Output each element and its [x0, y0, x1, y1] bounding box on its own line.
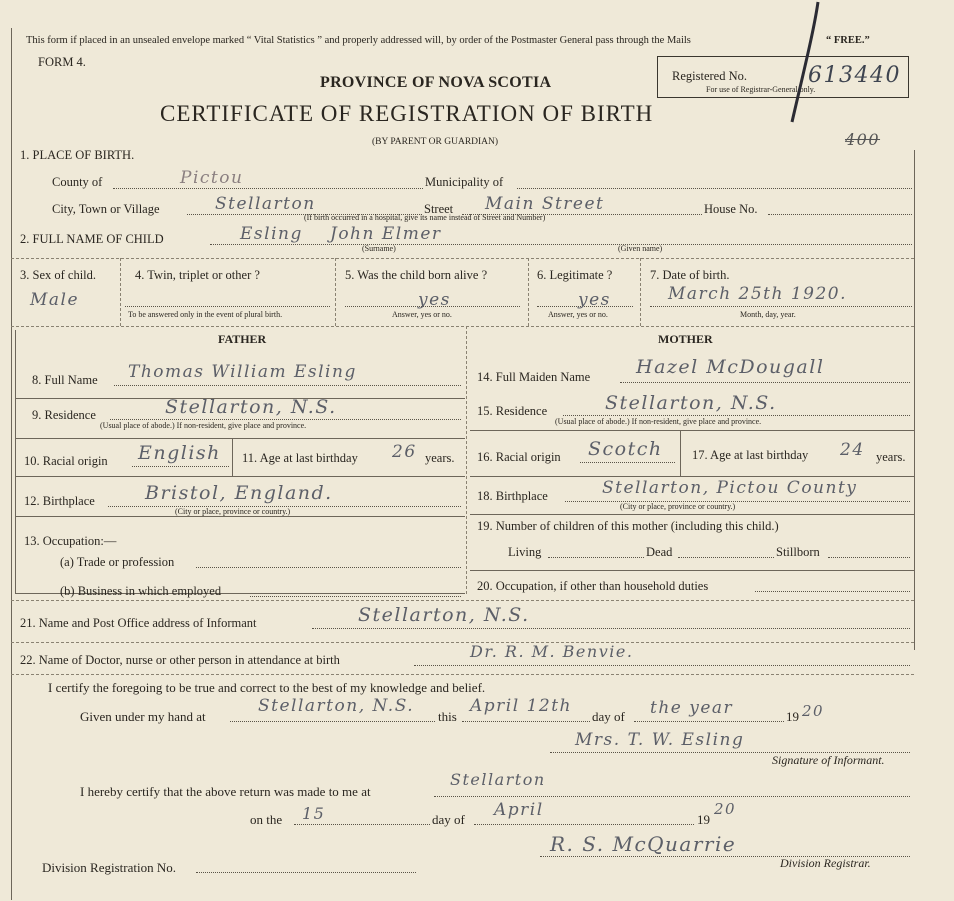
county-label: County of — [52, 175, 103, 189]
mother-residence-label: 15. Residence — [477, 404, 548, 418]
informant-address-label: 21. Name and Post Office address of Informant — [20, 616, 257, 630]
mother-residence-note: (Usual place of abode.) If non-resident, give place and province. — [555, 417, 762, 426]
left-border — [11, 28, 12, 900]
dob-value: March 25th 1920. — [668, 284, 848, 304]
father-heading: FATHER — [218, 332, 267, 346]
mother-residence-value: Stellarton, N.S. — [605, 392, 777, 414]
mother-name-label: 14. Full Maiden Name — [477, 370, 591, 384]
mother-years: years. — [876, 450, 906, 464]
division-number-label: Division Registration No. — [42, 860, 176, 875]
on-the-label: on the — [250, 812, 283, 827]
division-registrar-caption: Division Registrar. — [780, 856, 871, 870]
postal-note: This form if placed in an unsealed envelope marked “ Vital Statistics ” and properly addressed will, by order of the Postmaster General pass through the Mails — [26, 35, 691, 46]
legitimate-note: Answer, yes or no. — [548, 310, 608, 319]
informant-day-of-label: day of — [592, 709, 625, 724]
registered-label: Registered No. — [672, 69, 747, 83]
father-residence-note: (Usual place of abode.) If non-resident, give place and province. — [100, 421, 307, 430]
informant-certify-text: I certify the foregoing to be true and correct to the best of my knowledge and belief. — [48, 680, 486, 695]
sex-label: 3. Sex of child. — [20, 268, 97, 282]
mother-children-label: 19. Number of children of this mother (including this child.) — [477, 519, 779, 533]
corner-number: 400 — [845, 130, 881, 149]
father-name-value: Thomas William Esling — [128, 362, 357, 382]
registrar-use-note: For use of Registrar-General only. — [706, 85, 816, 94]
province-heading: PROVINCE OF NOVA SCOTIA — [320, 74, 552, 91]
informant-signature-caption: Signature of Informant. — [772, 753, 885, 767]
mother-occupation-label: 20. Occupation, if other than household duties — [477, 579, 709, 593]
father-birthplace-label: 12. Birthplace — [24, 494, 95, 508]
house-label: House No. — [704, 202, 758, 216]
stillborn-label: Stillborn — [776, 545, 820, 559]
registrar-year-handwritten: 20 — [714, 800, 737, 818]
city-label: City, Town or Village — [52, 202, 160, 216]
mother-age-value: 24 — [840, 440, 865, 460]
informant-signature: Mrs. T. W. Esling — [575, 730, 745, 750]
father-trade-label: (a) Trade or profession — [60, 555, 175, 569]
mother-heading: MOTHER — [658, 332, 713, 346]
twin-label: 4. Twin, triplet or other ? — [135, 268, 260, 282]
given-caption: (Given name) — [618, 244, 663, 253]
mother-age-label: 17. Age at last birthday — [692, 448, 809, 462]
surname-caption: (Surname) — [362, 244, 396, 253]
mother-racial-label: 16. Racial origin — [477, 450, 561, 464]
father-racial-label: 10. Racial origin — [24, 454, 108, 468]
given-under-label: Given under my hand at — [80, 709, 206, 724]
on-the-value: 15 — [302, 804, 326, 823]
informant-address-value: Stellarton, N.S. — [358, 604, 530, 626]
form-number: FORM 4. — [38, 55, 86, 69]
legitimate-label: 6. Legitimate ? — [537, 268, 613, 282]
dead-label: Dead — [646, 545, 673, 559]
registered-value: 613440 — [808, 63, 901, 88]
father-age-value: 26 — [392, 442, 417, 462]
right-border — [914, 150, 915, 650]
informant-day-of-value: the year — [650, 698, 734, 718]
mother-birthplace-note: (City or place, province or country.) — [620, 502, 736, 511]
informant-year-handwritten: 20 — [802, 702, 825, 720]
alive-value: yes — [418, 290, 451, 310]
dob-note: Month, day, year. — [740, 310, 796, 319]
street-value: Main Street — [485, 194, 605, 214]
father-residence-label: 9. Residence — [32, 408, 96, 422]
certificate-subtitle: (BY PARENT OR GUARDIAN) — [372, 137, 499, 147]
father-occupation-label: 13. Occupation:— — [24, 534, 117, 548]
registrar-day-of-label: day of — [432, 812, 465, 827]
twin-note: To be answered only in the event of plural birth. — [128, 310, 283, 319]
living-label: Living — [508, 545, 542, 559]
alive-label: 5. Was the child born alive ? — [345, 268, 488, 282]
county-value: Pictou — [180, 168, 244, 188]
mother-racial-value: Scotch — [588, 438, 663, 460]
mother-name-value: Hazel McDougall — [636, 356, 825, 378]
hospital-note: (If birth occurred in a hospital, give its name instead of Street and Number) — [304, 213, 546, 222]
father-business-label: (b) Business in which employed — [60, 584, 222, 598]
registrar-month-value: April — [494, 800, 544, 820]
registrar-place-value: Stellarton — [450, 770, 546, 789]
place-heading: 1. PLACE OF BIRTH. — [20, 148, 135, 162]
this-label: this — [438, 709, 457, 724]
this-value: April 12th — [470, 696, 572, 716]
father-birthplace-value: Bristol, England. — [145, 482, 333, 504]
mother-birthplace-label: 18. Birthplace — [477, 489, 548, 503]
father-birthplace-note: (City or place, province or country.) — [175, 507, 291, 516]
postal-free: “ FREE.” — [826, 35, 870, 46]
father-name-label: 8. Full Name — [32, 373, 98, 387]
mother-birthplace-value: Stellarton, Pictou County — [602, 478, 858, 498]
municipality-label: Municipality of — [425, 175, 504, 189]
sex-value: Male — [30, 290, 80, 310]
informant-year-printed: 19 — [786, 709, 799, 724]
street-label: Street — [424, 202, 454, 216]
alive-note: Answer, yes or no. — [392, 310, 452, 319]
ink-stroke — [770, 0, 830, 130]
certificate-title: CERTIFICATE OF REGISTRATION OF BIRTH — [160, 101, 654, 126]
child-surname-value: Esling — [240, 224, 303, 244]
dob-label: 7. Date of birth. — [650, 268, 730, 282]
child-name-label: 2. FULL NAME OF CHILD — [20, 232, 164, 246]
father-residence-value: Stellarton, N.S. — [165, 396, 337, 418]
registrar-year-printed: 19 — [697, 812, 710, 827]
father-racial-value: English — [138, 442, 221, 464]
father-years: years. — [425, 451, 455, 465]
legitimate-value: yes — [578, 290, 611, 310]
doctor-value: Dr. R. M. Benvie. — [470, 642, 634, 661]
given-place-value: Stellarton, N.S. — [258, 696, 415, 716]
child-given-value: John Elmer — [330, 224, 442, 244]
registrar-certify-text: I hereby certify that the above return was made to me at — [80, 784, 371, 799]
doctor-label: 22. Name of Doctor, nurse or other person in attendance at birth — [20, 653, 340, 667]
city-value: Stellarton — [215, 194, 316, 214]
registrar-signature: R. S. McQuarrie — [550, 832, 737, 856]
father-age-label: 11. Age at last birthday — [242, 451, 358, 465]
